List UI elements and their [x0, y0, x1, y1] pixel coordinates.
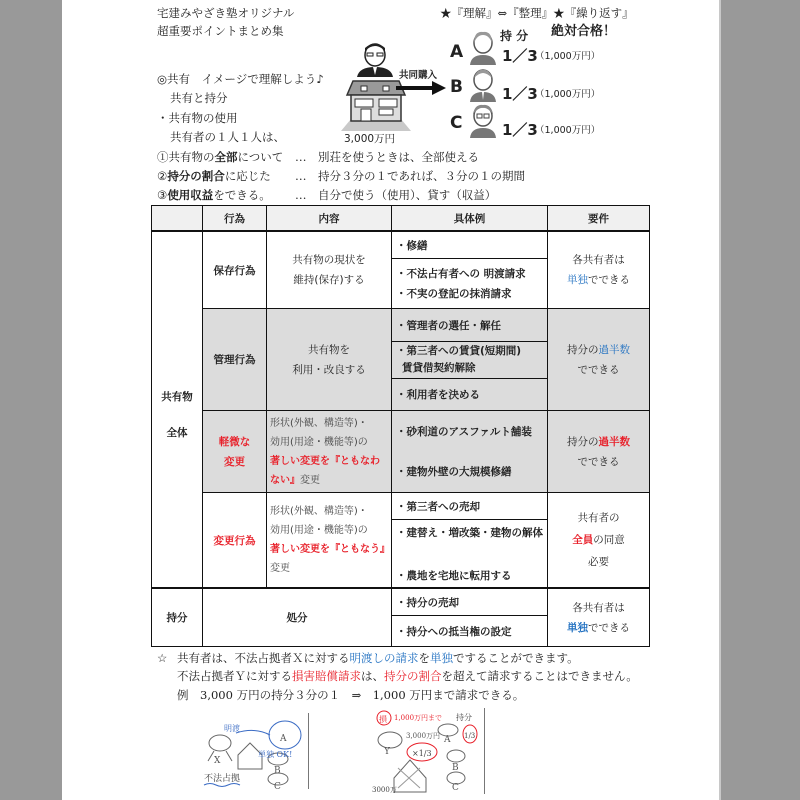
note-text: 共有者は、不法占拠者Ｘに対する [177, 651, 350, 665]
svg-text:不法占拠: 不法占拠 [204, 774, 241, 784]
example-line: ・農地を宅地に転用する [396, 570, 512, 582]
group-label-line2: 全体 [166, 426, 188, 439]
owner-b-avatar-icon [469, 68, 497, 102]
row-hozon-requirement [548, 232, 649, 309]
intro-line1: 共有と持分 [170, 91, 228, 105]
note-highlight: 単独 [430, 651, 453, 665]
content-highlight: 著しい変更を『ともなう』 [270, 544, 390, 555]
row-hozon-example-2 [392, 259, 548, 309]
requirement-line: 各共有者は [572, 601, 625, 614]
content-line: 共有物を [308, 343, 350, 356]
point-1 [157, 150, 283, 164]
header-examples: 具体例 [392, 206, 548, 232]
point-bold: 全部 [214, 150, 238, 164]
note-text: ですることができます。 [453, 651, 579, 665]
example-line: ・建替え・増改築・建物の解体 [396, 527, 543, 539]
owner-letter-c: C [450, 113, 463, 133]
note-highlight: 損害賠償請求 [292, 669, 361, 683]
content-line: 形状(外観、構造等)・ [270, 506, 368, 517]
note-text: は、 [361, 669, 384, 683]
group-label-line1: 共有物 [161, 390, 193, 403]
note-line3: 例 3,000 万円の持分３分の１ ⇒ 1,000 万円まで請求できる。 [177, 688, 525, 702]
requirement-line: 必要 [588, 556, 609, 568]
svg-text:持分: 持分 [456, 713, 472, 722]
row-henko-content [267, 493, 392, 588]
group-label-share: 持分 [152, 588, 203, 646]
svg-text:Y: Y [384, 747, 390, 757]
owner-letter-b: B [450, 77, 463, 97]
arrow-label: 共同購入 [399, 70, 438, 81]
content-highlight: 著しい変更を『ともなわ [270, 455, 380, 467]
row-kanri-example-2 [392, 342, 548, 379]
svg-text:1/3: 1/3 [464, 732, 476, 740]
svg-text:B: B [452, 763, 459, 773]
share-label: 持 分 [500, 29, 529, 43]
requirement-highlight: 過半数 [598, 435, 630, 448]
house-price: 3,000万円 [344, 133, 396, 145]
seller-person-icon [355, 43, 395, 77]
owner-c-amount: （1,000万円） [535, 125, 601, 136]
sketch-left [200, 713, 309, 789]
svg-text:A: A [444, 735, 451, 745]
row-hozon-example-1: ・修繕 [392, 232, 548, 259]
doc-title-line1: 宅建みやざき塾オリジナル [157, 6, 295, 20]
act-line: 軽微な [218, 435, 251, 448]
owner-b-share: 1／3 [502, 85, 538, 103]
note-star: ☆ [157, 651, 168, 665]
row-mochibun-act: 処分 [203, 588, 392, 646]
note-text: 不法占拠者Ｙに対する [177, 669, 292, 683]
content-line: 共有物の現状を [292, 254, 366, 266]
sketch-left-drawing-icon [200, 713, 308, 789]
requirement-text: 持分の [567, 435, 599, 448]
requirement-highlight: 全員 [572, 534, 594, 546]
row-henko-example-2 [392, 520, 548, 588]
svg-text:A: A [280, 734, 287, 744]
point-text: について [237, 150, 284, 164]
svg-text:3,000万円: 3,000万円 [406, 732, 441, 740]
content-line: 形状(外観、構造等)・ [270, 417, 368, 429]
svg-text:B: B [274, 766, 281, 776]
row-kanri-act: 管理行為 [203, 309, 267, 411]
content-line: 効用(用途・機能等)の [270, 525, 368, 536]
doc-title-line2: 超重要ポイントまとめ集 [157, 24, 284, 38]
svg-text:C: C [274, 782, 281, 789]
requirement-highlight: 単独 [567, 621, 588, 634]
row-kanri-example-1: ・管理者の選任・解任 [392, 309, 548, 342]
example-line: ・不法占有者への 明渡請求 [396, 267, 526, 280]
row-mochibun-requirement [548, 588, 649, 646]
owner-a-amount: （1,000万円） [535, 51, 601, 62]
point-3-desc: 自分で使う（使用）、貸す（収益） [318, 188, 497, 202]
content-line: 変更 [270, 563, 290, 574]
point-bold: 持分の割合 [167, 169, 225, 183]
point-number: ① [157, 150, 169, 164]
svg-text:単独 OK!: 単独 OK! [258, 750, 293, 759]
row-keibi-examples [392, 411, 548, 493]
content-text: 変更 [300, 474, 320, 486]
svg-text:×1/3: ×1/3 [412, 749, 432, 758]
sketch-x-label: X [214, 756, 221, 766]
content-line: 維持(保存)する [293, 274, 365, 286]
point-2-desc: 持分３分の１であれば、３分の１の期間 [318, 169, 525, 183]
requirement-line: 各共有者は [572, 254, 625, 266]
header-requirement: 要件 [548, 206, 649, 232]
row-henko-act: 変更行為 [203, 493, 267, 588]
intro-line2: ・共有物の使用 [157, 111, 238, 125]
point-bold: 使用収益 [167, 188, 214, 202]
row-mochibun-example-1: ・持分の売却 [392, 588, 548, 616]
sketch-right-drawing-icon [370, 708, 484, 794]
example-line: 賃貸借契約解除 [402, 362, 476, 374]
slogan-goal: 絶対合格！ [551, 24, 617, 39]
note-highlight: 持分の割合 [384, 669, 442, 683]
svg-text:損: 損 [379, 715, 387, 724]
svg-text:明渡: 明渡 [224, 724, 240, 733]
row-kanri-requirement [548, 309, 649, 411]
intro-line3: 共有者の１人１人は、 [170, 130, 285, 144]
header-blank [152, 206, 203, 232]
note-line1 [177, 651, 579, 665]
svg-text:3000万: 3000万 [372, 786, 397, 794]
example-line: ・不実の登記の抹消請求 [396, 287, 512, 300]
content-line: 利用・改良する [292, 363, 366, 376]
slogan: ★『理解』⇔『整理』★『繰り返す』 [440, 6, 634, 20]
header-content: 内容 [267, 206, 392, 232]
owner-a-share: 1／3 [502, 47, 538, 65]
requirement-text: でできる [588, 274, 630, 286]
example-line: ・第三者への賃貸(短期間) [396, 345, 522, 357]
requirement-text: の同意 [593, 534, 625, 546]
point-1-dots: … [295, 150, 307, 164]
group-label-whole [152, 232, 203, 588]
row-kanri-example-3: ・利用者を決める [392, 379, 548, 411]
row-mochibun-example-2: ・持分への抵当権の設定 [392, 616, 548, 646]
row-keibi-content [267, 411, 392, 493]
point-number: ② [157, 169, 168, 183]
note-line2 [177, 669, 638, 683]
requirement-highlight: 過半数 [598, 343, 630, 356]
point-2-dots: … [295, 169, 307, 183]
page-edge [719, 0, 721, 800]
requirement-line: でできる [577, 455, 620, 468]
content-line: 効用(用途・機能等)の [270, 436, 368, 448]
point-3-dots: … [295, 188, 307, 202]
intro-heading: ◎共有 イメージで理解しよう♪ [157, 72, 324, 86]
point-3 [157, 188, 271, 202]
co-ownership-table [151, 205, 650, 647]
point-text: をできる。 [213, 188, 271, 202]
owner-a-avatar-icon [469, 31, 497, 65]
content-highlight: ない』 [270, 474, 300, 486]
svg-text:C: C [452, 783, 459, 793]
requirement-highlight: 単独 [567, 274, 588, 286]
act-line: 変更 [224, 455, 245, 468]
example-line: ・砂利道のアスファルト舗装 [396, 425, 532, 438]
arrow-right-icon [396, 81, 446, 95]
requirement-line: 共有者の [577, 512, 620, 524]
owner-letter-a: A [450, 42, 464, 62]
row-keibi-act [203, 411, 267, 493]
header-act: 行為 [203, 206, 267, 232]
owner-c-avatar-icon [469, 104, 497, 138]
row-hozon-act: 保存行為 [203, 232, 267, 309]
requirement-text: 持分の [567, 343, 599, 356]
note-highlight: 明渡しの請求 [349, 651, 419, 665]
requirement-text: でできる [588, 621, 630, 634]
requirement-line: でできる [577, 363, 620, 376]
row-henko-example-1: ・第三者への売却 [392, 493, 548, 520]
note-text: を超えて請求することはできません。 [441, 669, 638, 683]
row-kanri-content [267, 309, 392, 411]
note-text: を [418, 651, 430, 665]
row-keibi-requirement [548, 411, 649, 493]
row-henko-requirement [548, 493, 649, 588]
point-1-desc: 別荘を使うときは、全部使える [318, 150, 479, 164]
point-2 [157, 169, 271, 183]
svg-text:1,000万円まで: 1,000万円まで [394, 714, 443, 722]
row-hozon-content [267, 232, 392, 309]
owner-b-amount: （1,000万円） [535, 89, 601, 100]
example-line: ・建物外壁の大規模修繕 [396, 466, 512, 479]
point-text: に応じた [224, 169, 271, 183]
point-number: ③ [157, 188, 168, 202]
point-text: 共有物の [168, 150, 215, 164]
owner-c-share: 1／3 [502, 121, 538, 139]
sketch-right [370, 708, 485, 794]
